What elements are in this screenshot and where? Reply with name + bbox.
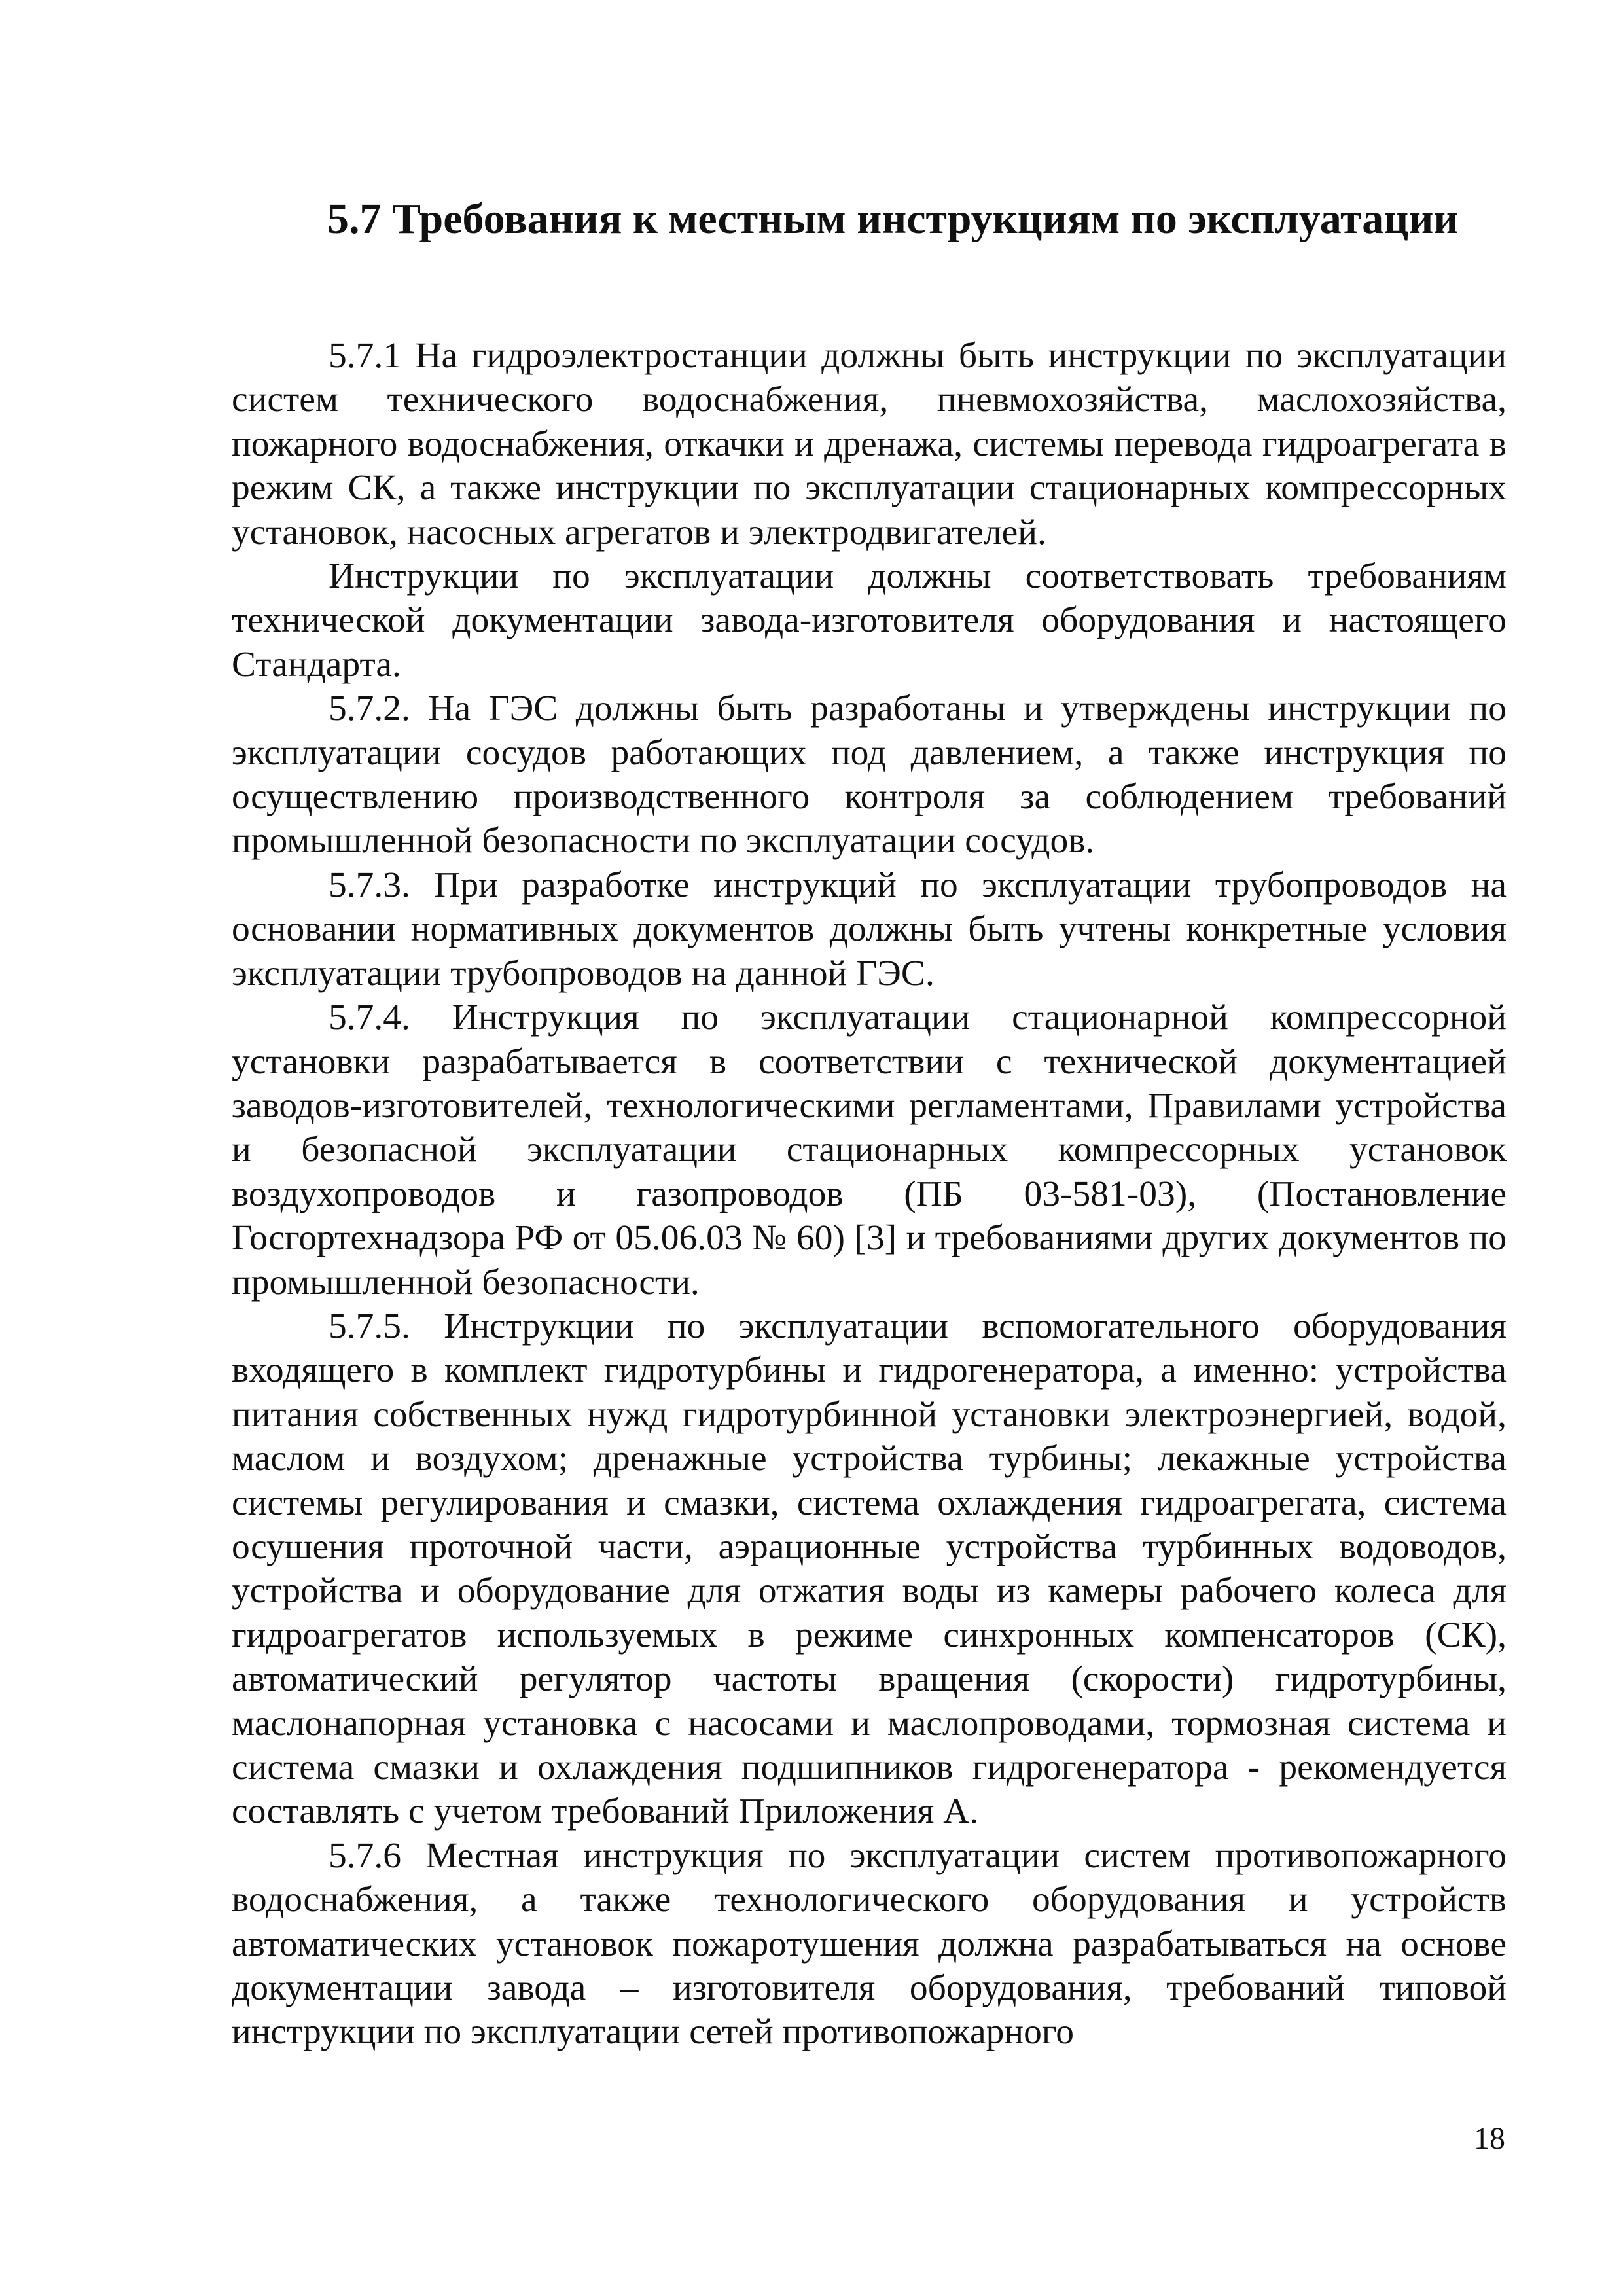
paragraph-requirements: Инструкции по эксплуатации должны соответствовать требованиям технической документации завода-изготовителя оборудования и настоящего Стандарта. [232,556,1507,685]
section-body [232,334,1507,2054]
paragraph-5-7-6: 5.7.6 Местная инструкция по эксплуатации систем противопожарного водоснабжения, а также технологического оборудования и устройств автоматических установок пожаротушения должна разрабатываться на основе документации завода – изготовителя оборудования, требований типовой инструкции по эксплуатации сетей противопожарного [232,1835,1507,2053]
page-number: 18 [1474,2121,1505,2156]
paragraph-5-7-3: 5.7.3. При разработке инструкций по эксплуатации трубопроводов на основании нормативных документов должны быть учтены конкретные условия эксплуатации трубопроводов на данной ГЭС. [232,865,1507,994]
paragraph-5-7-2: 5.7.2. На ГЭС должны быть разработаны и утверждены инструкции по эксплуатации сосудов работающих под давлением, а также инструкция по осуществлению производственного контроля за соблюдением требований промышленной безопасности по эксплуатации сосудов. [232,689,1507,861]
paragraph-5-7-4: 5.7.4. Инструкция по эксплуатации стационарной компрессорной установки разрабатывается в соответствии с технической документацией заводов-изготовителей, технологическими регламентами, Правилами устройства и безопасной эксплуатации стационарных компрессорных установок воздухопроводов и газопроводов (ПБ 03-581-03), (Постановление Госгортехнадзора РФ от 05.06.03 № 60) [3] и требованиями других документов по промышленной безопасности. [232,997,1507,1302]
paragraph-5-7-1: 5.7.1 На гидроэлектростанции должны быть инструкции по эксплуатации систем технического водоснабжения, пневмохозяйства, маслохозяйства, пожарного водоснабжения, откачки и дренажа, системы перевода гидроагрегата в режим СК, а также инструкции по эксплуатации стационарных компрессорных установок, насосных агрегатов и электродвигателей. [232,336,1507,552]
section-heading: 5.7 Требования к местным инструкциям по эксплуатации [327,195,1459,243]
paragraph-5-7-5: 5.7.5. Инструкции по эксплуатации вспомогательного оборудования входящего в комплект гидротурбины и гидрогенератора, а именно: устройства питания собственных нужд гидротурбинной установки электроэнергией, водой, маслом и воздухом; дренажные устройства турбины; лекажные устройства системы регулирования и смазки, система охлаждения гидроагрегата, система осушения проточной части, аэрационные устройства турбинных водоводов, устройства и оборудование для отжатия воды из камеры рабочего колеса для гидроагрегатов используемых в режиме синхронных компенсаторов (СК), автоматический регулятор частоты вращения (скорости) гидротурбины, маслонапорная установка с насосами и маслопроводами, тормозная система и система смазки и охлаждения подшипников гидрогенератора - рекомендуется составлять с учетом требований Приложения А. [232,1306,1507,1832]
